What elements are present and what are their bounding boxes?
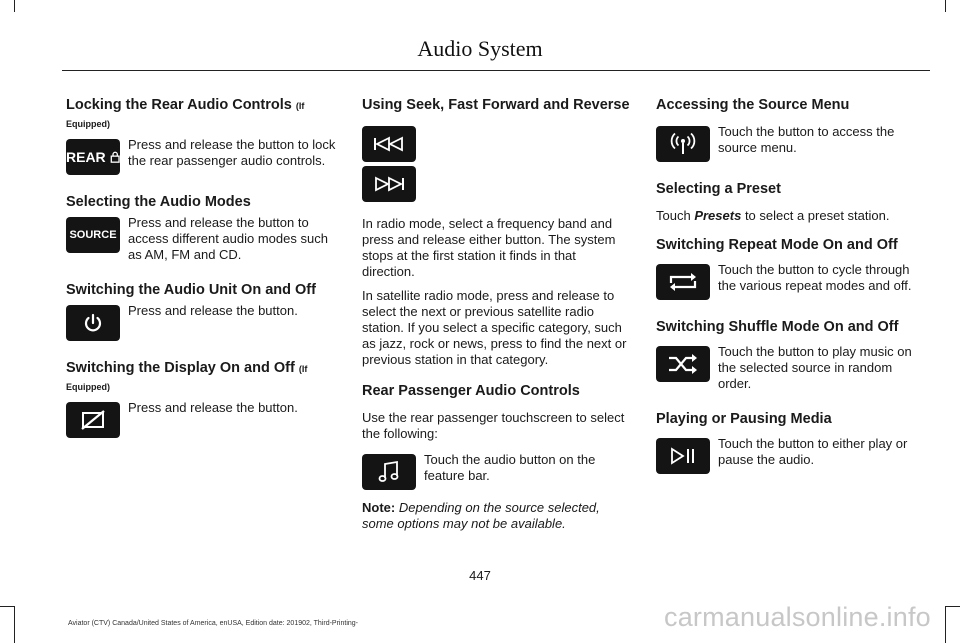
source-heading: Accessing the Source Menu — [656, 97, 850, 113]
lock-heading: Locking the Rear Audio Controls (If — [66, 97, 305, 113]
audio-button — [362, 454, 416, 490]
repeat-text: Touch the button to cycle through the various repeat modes and off. — [718, 262, 912, 293]
display-equipped-note: Equipped) — [66, 382, 110, 392]
crop-mark — [945, 606, 946, 643]
shuffle-icon — [666, 353, 700, 375]
modes-row — [66, 217, 336, 263]
seek-heading: Using Seek, Fast Forward and Reverse — [362, 97, 630, 113]
column-left — [66, 96, 336, 456]
lock-icon — [110, 150, 120, 164]
play-heading: Playing or Pausing Media — [656, 411, 832, 427]
preset-heading: Selecting a Preset — [656, 181, 781, 197]
crop-mark — [14, 606, 15, 643]
modes-text: Press and release the button to access different audio modes such as AM, FM and CD. — [128, 215, 328, 262]
display-heading: Switching the Display On and Off (If — [66, 360, 308, 376]
shuffle-row — [656, 346, 926, 392]
crop-mark — [945, 606, 960, 607]
power-button — [66, 305, 120, 341]
lock-row — [66, 139, 336, 175]
modes-heading: Selecting the Audio Modes — [66, 194, 251, 210]
watermark: carmanualsonline.info — [664, 602, 931, 632]
music-note-icon — [378, 460, 400, 484]
display-row — [66, 402, 336, 438]
skip-forward-icon — [373, 176, 405, 192]
power-row — [66, 305, 336, 341]
power-heading: Switching the Audio Unit On and Off — [66, 282, 316, 298]
power-text: Press and release the button. — [128, 303, 298, 318]
page-number: 447 — [469, 568, 491, 583]
shuffle-button — [656, 346, 710, 382]
power-icon — [82, 312, 104, 334]
repeat-icon — [666, 271, 700, 293]
lock-equipped-note: Equipped) — [66, 119, 110, 129]
seek-paragraph-2: In satellite radio mode, press and release to select the next or previous satellite radio station. If you select a specific category, such as jazz, rock or news, press to find the next or previous station in that category. — [362, 288, 627, 367]
page-header-title: Audio System — [417, 36, 543, 61]
seek-paragraph-1: In radio mode, select a frequency band and press and release either button. The system stops at the first station it finds in that direction. — [362, 216, 616, 279]
rear-lock-button — [66, 139, 120, 175]
play-text: Touch the button to either play or pause the audio. — [718, 436, 908, 467]
source-menu-button — [656, 126, 710, 162]
rear-heading: Rear Passenger Audio Controls — [362, 383, 580, 399]
play-pause-icon — [669, 447, 697, 465]
repeat-button — [656, 264, 710, 300]
play-pause-button — [656, 438, 710, 474]
shuffle-text: Touch the button to play music on the selected source in random order. — [718, 344, 912, 391]
rear-intro: Use the rear passenger touchscreen to select the following: — [362, 410, 625, 441]
source-button-label: SOURCE — [69, 229, 117, 241]
crop-mark — [945, 0, 946, 12]
header-rule — [62, 70, 930, 71]
display-off-icon — [80, 410, 106, 430]
display-off-button — [66, 402, 120, 438]
shuffle-heading: Switching Shuffle Mode On and Off — [656, 319, 899, 335]
audio-row — [362, 454, 632, 490]
repeat-row — [656, 264, 926, 300]
edition-footer: Aviator (CTV) Canada/United States of America, enUSA, Edition date: 201902, Third-Printing- — [68, 620, 359, 627]
source-button — [66, 217, 120, 253]
crop-mark — [0, 606, 14, 607]
column-right — [656, 96, 926, 492]
display-text: Press and release the button. — [128, 400, 298, 415]
seek-back-button — [362, 126, 416, 162]
crop-mark — [14, 0, 15, 12]
preset-text: Touch Presets to select a preset station. — [656, 208, 890, 223]
column-middle — [362, 96, 632, 540]
source-text: Touch the button to access the source menu. — [718, 124, 895, 155]
audio-text: Touch the audio button on the feature bar. — [424, 452, 596, 483]
lock-text: Press and release the button to lock the rear passenger audio controls. — [128, 137, 336, 168]
rear-button-label: REAR — [66, 149, 106, 165]
skip-back-icon — [373, 136, 405, 152]
play-row — [656, 438, 926, 474]
antenna-icon — [668, 132, 698, 156]
source-row — [656, 126, 926, 162]
note: Note: Depending on the source selected, some options may not be available. — [362, 500, 600, 531]
repeat-heading: Switching Repeat Mode On and Off — [656, 237, 898, 253]
seek-forward-button — [362, 166, 416, 202]
